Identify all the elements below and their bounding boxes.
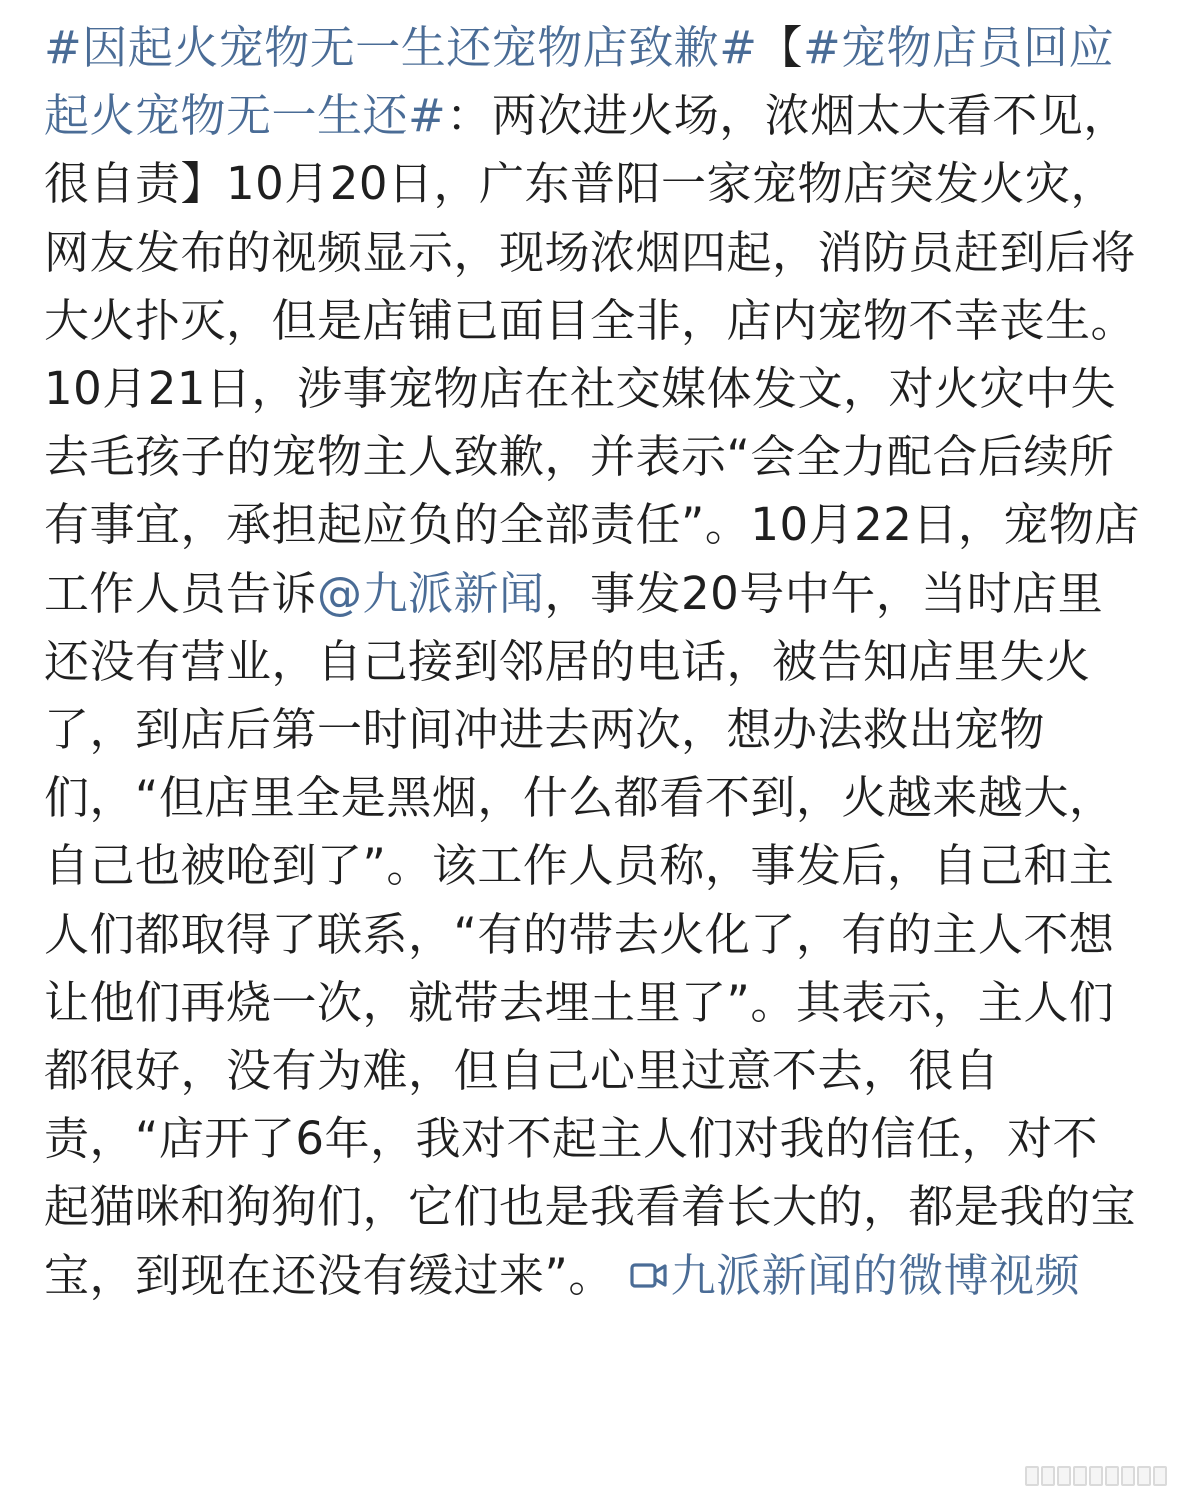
topic-hashtag-pet-fire-apology[interactable]: #因起火宠物无一生还宠物店致歉# — [44, 21, 758, 74]
weibo-video-link[interactable] — [629, 1249, 1081, 1302]
headline-bracket-open: 【 — [757, 21, 803, 74]
post-text-part1: 10月20日，广东普阳一家宠物店突发火灾，网友发布的视频显示，现场浓烟四起，消防员赶到后将大火扑灭，但是店铺已面目全非，店内宠物不幸丧生。10月21日，涉事宠物店在社交媒体发文，对火灾中失去毛孩子的宠物主人致歉，并表示“会全力配合后续所有事宜，承担起应负的全部责任”。10月22日，宠物店工作人员告诉 — [44, 157, 1140, 620]
video-link-label[interactable]: 九派新闻的微博视频 — [670, 1248, 1081, 1302]
topic-hashtag-clerk-responds[interactable]: #宠物店员回应起火宠物无一生还# — [44, 21, 1115, 143]
video-camera-icon — [629, 1254, 669, 1296]
post-body — [44, 14, 1140, 1310]
post-text-part2: ，事发20号中午，当时店里还没有营业，自己接到邻居的电话，被告知店里失火了，到店后第一时间冲进去两次，想办法救出宠物们，“但店里全是黑烟，什么都看不到，火越来越大，自己也被呛到了”。该工作人员称，事发后，自己和主人们都取得了联系，“有的带去火化了，有的主人不想让他们再烧一次，就带去埋土里了”。其表示，主人们都很好，没有为难，但自己心里过意不去，很自责，“店开了6年，我对不起主人们对我的信任，对不起猫咪和狗狗们，它们也是我看着长大的，都是我的宝宝，到现在还没有缓过来”。 — [44, 566, 1137, 1302]
mention-jiupai-news[interactable]: @九派新闻 — [317, 566, 545, 620]
headline-text: ：两次进火场，浓烟太大看不见，很自责】 — [44, 89, 1129, 211]
watermark-blocks-icon — [1025, 1465, 1167, 1487]
